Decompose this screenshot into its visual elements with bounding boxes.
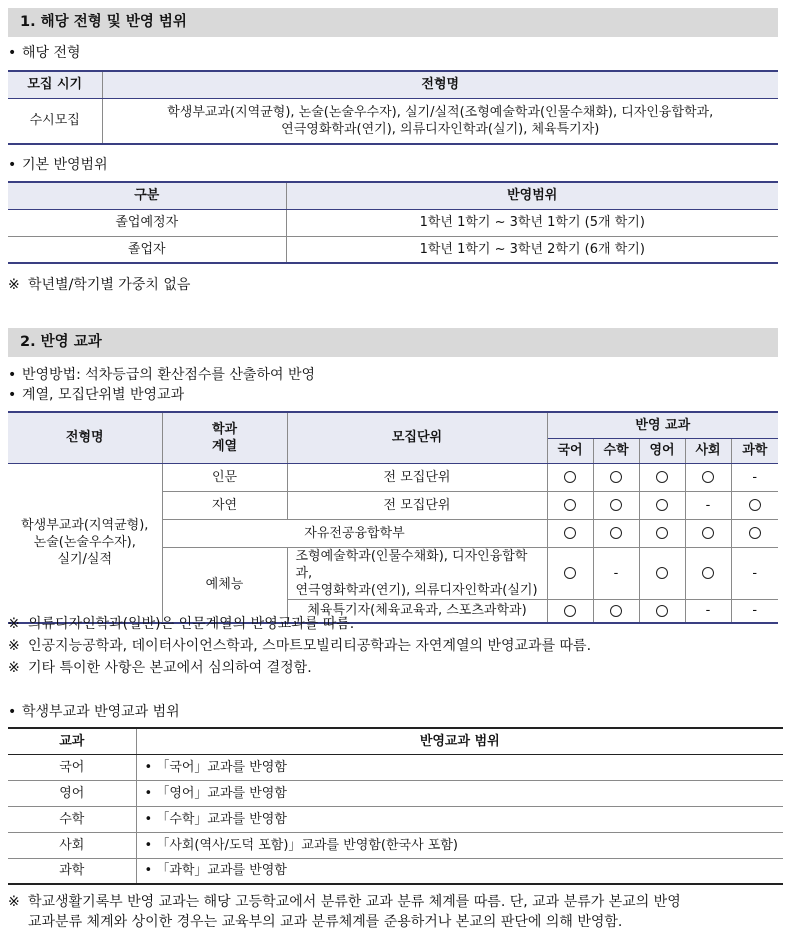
table-row-range: 1학년 1학기 ~ 3학년 2학기 (6개 학기) xyxy=(286,236,778,263)
mark-cell xyxy=(547,491,593,519)
table-row-subject: 영어 xyxy=(8,780,136,806)
table-row-scope: • 「국어」교과를 반영함 xyxy=(136,754,783,780)
mark-cell xyxy=(731,599,778,623)
target-type-table xyxy=(8,70,778,145)
col-unit: 모집단위 xyxy=(287,412,547,463)
mark-cell xyxy=(685,599,731,623)
col-type-name: 전형명 xyxy=(102,71,778,98)
dash-mark: - xyxy=(705,603,711,619)
circle-mark-icon xyxy=(610,471,622,483)
table-row-subject: 과학 xyxy=(8,858,136,884)
unit-cell: 자유전공융합학부 xyxy=(162,519,547,547)
col-korean: 국어 xyxy=(547,438,593,463)
table-row-scope: • 「영어」교과를 반영함 xyxy=(136,780,783,806)
circle-mark-icon xyxy=(702,567,714,579)
track-cell: 인문 xyxy=(162,463,287,491)
bullet-icon: • xyxy=(8,387,17,403)
mark-cell xyxy=(547,547,593,599)
basic-range-table xyxy=(8,181,778,264)
subjects-table xyxy=(8,411,778,624)
note-mark-icon: ※ xyxy=(8,660,20,676)
col-period: 모집 시기 xyxy=(8,71,102,98)
unit-cell: 전 모집단위 xyxy=(287,463,547,491)
period-cell: 수시모집 xyxy=(8,98,102,144)
mark-cell xyxy=(639,599,685,623)
bullet-basic-range: • 기본 반영범위 xyxy=(8,157,108,173)
track-cell: 자연 xyxy=(162,491,287,519)
type-names-cell: 학생부교과(지역균형), 논술(논술우수자), 실기/실적(조형예술학과(인물수채화), 디자인융합학과, 연극영화학과(연기), 의류디자인학과(실기), 체육특기자) xyxy=(102,98,778,144)
type-name-cell: 학생부교과(지역균형), 논술(논술우수자), 실기/실적 xyxy=(8,463,162,623)
mark-cell xyxy=(685,491,731,519)
dash-mark: - xyxy=(752,603,758,619)
mark-cell xyxy=(547,463,593,491)
circle-mark-icon xyxy=(749,499,761,511)
mark-cell xyxy=(547,599,593,623)
col-english: 영어 xyxy=(639,438,685,463)
circle-mark-icon xyxy=(610,605,622,617)
dash-mark: - xyxy=(705,497,711,513)
mark-cell xyxy=(593,519,639,547)
mark-cell xyxy=(731,547,778,599)
note-mark-icon: ※ xyxy=(8,894,20,910)
section-2-title: 2. 반영 교과 xyxy=(8,328,778,357)
col-track: 학과 계열 xyxy=(162,412,287,463)
circle-mark-icon xyxy=(564,471,576,483)
section-1-title: 1. 해당 전형 및 반영 범위 xyxy=(8,8,778,37)
bullet-icon: • xyxy=(8,45,17,61)
mark-cell xyxy=(685,463,731,491)
circle-mark-icon xyxy=(610,527,622,539)
circle-mark-icon xyxy=(564,605,576,617)
mark-cell xyxy=(639,463,685,491)
circle-mark-icon xyxy=(564,567,576,579)
circle-mark-icon xyxy=(702,471,714,483)
note-mark-icon: ※ xyxy=(8,277,20,293)
table-row-subject: 사회 xyxy=(8,832,136,858)
unit-cell: 체육특기자(체육교육과, 스포츠과학과) xyxy=(287,599,547,623)
circle-mark-icon xyxy=(564,527,576,539)
unit-cell: 전 모집단위 xyxy=(287,491,547,519)
circle-mark-icon xyxy=(564,499,576,511)
dash-mark: - xyxy=(752,469,758,485)
circle-mark-icon xyxy=(656,471,668,483)
note-classification: ※ 학교생활기록부 반영 교과는 해당 고등학교에서 분류한 교과 분류 체계를 따름. 단, 교과 분류가 본교의 반영 교과분류 체계와 상이한 경우는 교육부의 교과 분류체계를 준용하거나 본교의 판단에 의해 반영함. xyxy=(8,894,681,930)
table-row-scope: • 「과학」교과를 반영함 xyxy=(136,858,783,884)
mark-cell xyxy=(593,463,639,491)
mark-cell xyxy=(593,599,639,623)
col-scope: 반영교과 범위 xyxy=(136,728,783,754)
table-row-category: 졸업예정자 xyxy=(8,209,286,236)
note-other: ※ 기타 특이한 사항은 본교에서 심의하여 결정함. xyxy=(8,660,312,676)
mark-cell xyxy=(593,491,639,519)
table-row-subject: 국어 xyxy=(8,754,136,780)
bullet-subjects-by-unit: • 계열, 모집단위별 반영교과 xyxy=(8,387,185,403)
col-math: 수학 xyxy=(593,438,639,463)
circle-mark-icon xyxy=(656,527,668,539)
bullet-target-type: • 해당 전형 xyxy=(8,45,81,61)
table-row-category: 졸업자 xyxy=(8,236,286,263)
bullet-method: • 반영방법: 석차등급의 환산점수를 산출하여 반영 xyxy=(8,367,315,383)
col-category: 구분 xyxy=(8,182,286,209)
mark-cell xyxy=(639,547,685,599)
col-science: 과학 xyxy=(731,438,778,463)
col-social: 사회 xyxy=(685,438,731,463)
dash-mark: - xyxy=(752,565,758,581)
mark-cell xyxy=(731,463,778,491)
col-range: 반영범위 xyxy=(286,182,778,209)
col-type-name: 전형명 xyxy=(8,412,162,463)
bullet-icon: • xyxy=(8,367,17,383)
table-row-scope: • 「사회(역사/도덕 포함)」교과를 반영함(한국사 포함) xyxy=(136,832,783,858)
note-no-weight: ※ 학년별/학기별 가중치 없음 xyxy=(8,277,191,293)
mark-cell xyxy=(731,491,778,519)
circle-mark-icon xyxy=(702,527,714,539)
bullet-icon: • xyxy=(8,157,17,173)
track-cell: 예체능 xyxy=(162,547,287,623)
bullet-icon: • xyxy=(8,704,17,720)
mark-cell xyxy=(685,547,731,599)
mark-cell xyxy=(731,519,778,547)
mark-cell xyxy=(639,519,685,547)
table-row-subject: 수학 xyxy=(8,806,136,832)
table-row-scope: • 「수학」교과를 반영함 xyxy=(136,806,783,832)
mark-cell xyxy=(639,491,685,519)
circle-mark-icon xyxy=(749,527,761,539)
circle-mark-icon xyxy=(656,499,668,511)
unit-cell: 조형예술학과(인물수채화), 디자인융합학과, 연극영화학과(연기), 의류디자인학과(실기) xyxy=(287,547,547,599)
note-mark-icon: ※ xyxy=(8,616,20,632)
col-subject: 교과 xyxy=(8,728,136,754)
dash-mark: - xyxy=(613,565,619,581)
mark-cell xyxy=(685,519,731,547)
subject-scope-table xyxy=(8,727,783,885)
note-mark-icon: ※ xyxy=(8,638,20,654)
col-subjects-group: 반영 교과 xyxy=(547,412,778,438)
mark-cell xyxy=(547,519,593,547)
note-engineering: ※ 인공지능공학과, 데이터사이언스학과, 스마트모빌리티공학과는 자연계열의 반영교과를 따름. xyxy=(8,638,592,654)
circle-mark-icon xyxy=(656,605,668,617)
bullet-subject-scope: • 학생부교과 반영교과 범위 xyxy=(8,704,180,720)
table-row-range: 1학년 1학기 ~ 3학년 1학기 (5개 학기) xyxy=(286,209,778,236)
circle-mark-icon xyxy=(656,567,668,579)
circle-mark-icon xyxy=(610,499,622,511)
mark-cell xyxy=(593,547,639,599)
note-fashion-design: ※ 의류디자인학과(일반)은 인문계열의 반영교과를 따름. xyxy=(8,616,355,632)
